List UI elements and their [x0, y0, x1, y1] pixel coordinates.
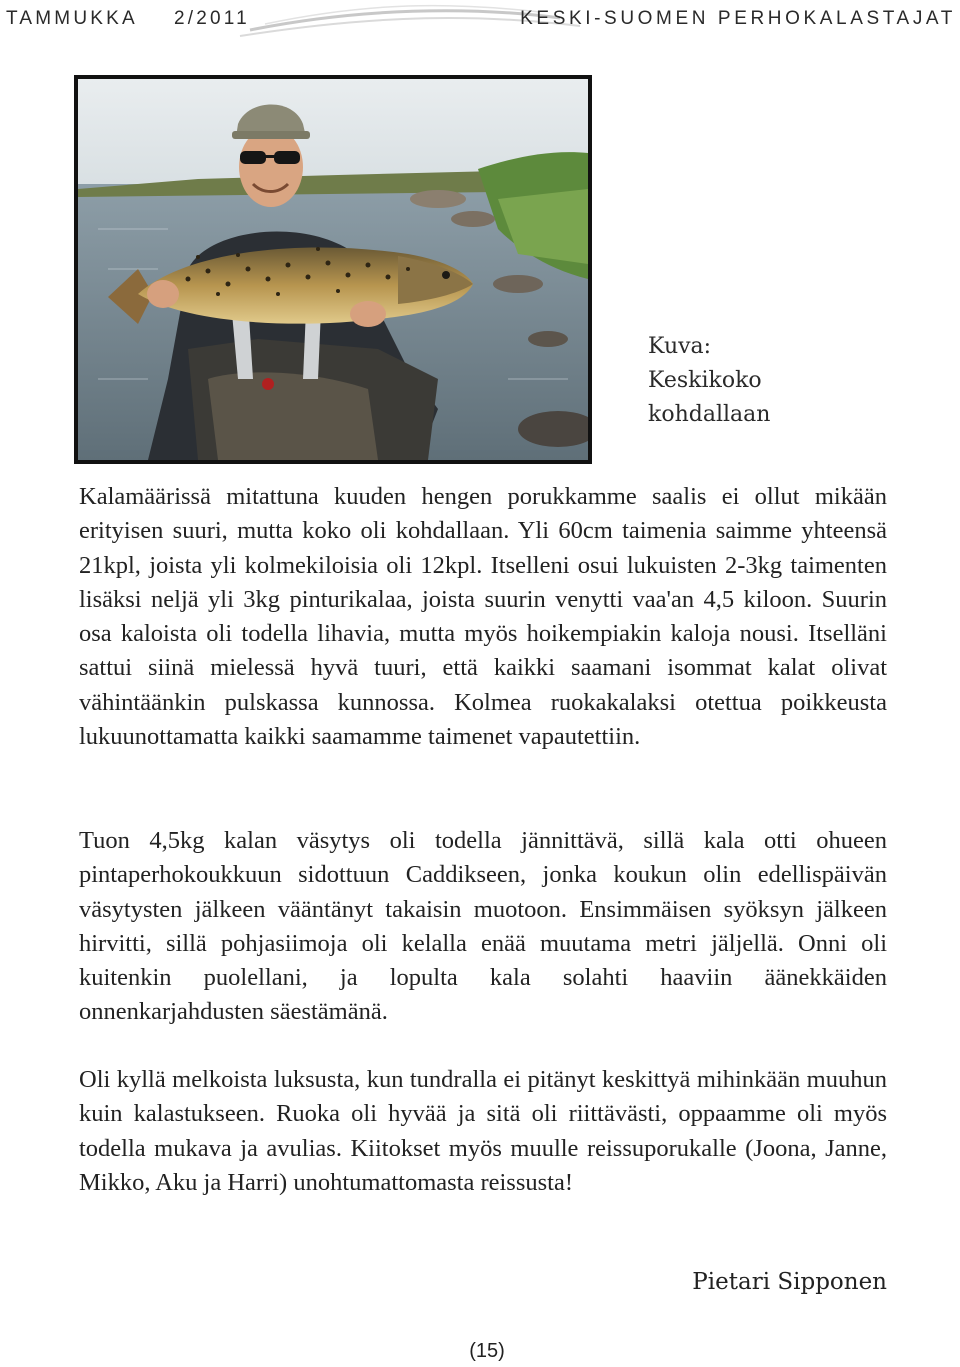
article-paragraph-2: Tuon 4,5kg kalan väsytys oli todella jännittävä, sillä kala otti ohueen pintaperhokoukkuun sidottuun Caddikseen, jonka koukun olin edellispäivän väsytysten jälkeen vääntänyt takaisin muotoon. Ensimmäisen syöksyn jälkeen hirvitti, sillä pohjasiimoja oli kelalla enää muutama metri jäljellä. Onni oli kuitenkin puolellani, ja lopulta kala solahti haaviin äänekkäiden onnenkarjahdusten säestämänä.: [79, 827, 887, 1026]
caption-line-2: Keskikoko: [648, 368, 762, 393]
magazine-title: TAMMUKKA: [6, 8, 138, 29]
article-paragraph-1: Kalamäärissä mitattuna kuuden hengen porukkamme saalis ei ollut mikään erityisen suuri, mutta koko oli kohdallaan. Yli 60cm taimenia saimme yhteensä 21kpl, joista yli kolmekiloisia oli 12kpl. Itselleni osui lukuisten 2-3kg taimenten lisäksi neljä yli 3kg pinturikalaa, joista suurin venytti vaa'an 4,5 kiloon. Suurin osa kaloista oli todella lihavia, mutta myös hoikempiakin kaloja nousi. Itselläni sattui siinä mielessä hyvä tuuri, että kaikki saamani isommat kalat olivat vähintäänkin pulskassa kunnossa. Kolmea ruokakalaksi otettua poikkeusta lukuunottamatta kaikki saamamme taimenet vapautettiin.: [79, 483, 887, 751]
author-signature: Pietari Sipponen: [692, 1269, 887, 1295]
page-header: [0, 0, 960, 40]
issue-number: 2/2011: [174, 8, 250, 29]
caption-line-1: Kuva:: [648, 334, 712, 359]
page-number: (15): [469, 1340, 505, 1362]
article-paragraph-3: Oli kyllä melkoista luksusta, kun tundralla ei pitänyt keskittyä mihinkään muuhun kuin kalastukseen. Ruoka oli hyvää ja sitä oli riittävästi, oppaamme oli myös todella mukava ja avulias. Kiitokset myös muulle reissuporukalle (Joona, Janne, Mikko, Aku ja Harri) unohtumattomasta reissusta!: [79, 1066, 887, 1196]
publisher-name: KESKI-SUOMEN PERHOKALASTAJAT: [520, 8, 956, 29]
article-photo: [74, 75, 592, 464]
caption-line-3: kohdallaan: [648, 402, 771, 427]
trout-photo-illustration: [78, 79, 588, 460]
photo-caption: [648, 330, 868, 432]
